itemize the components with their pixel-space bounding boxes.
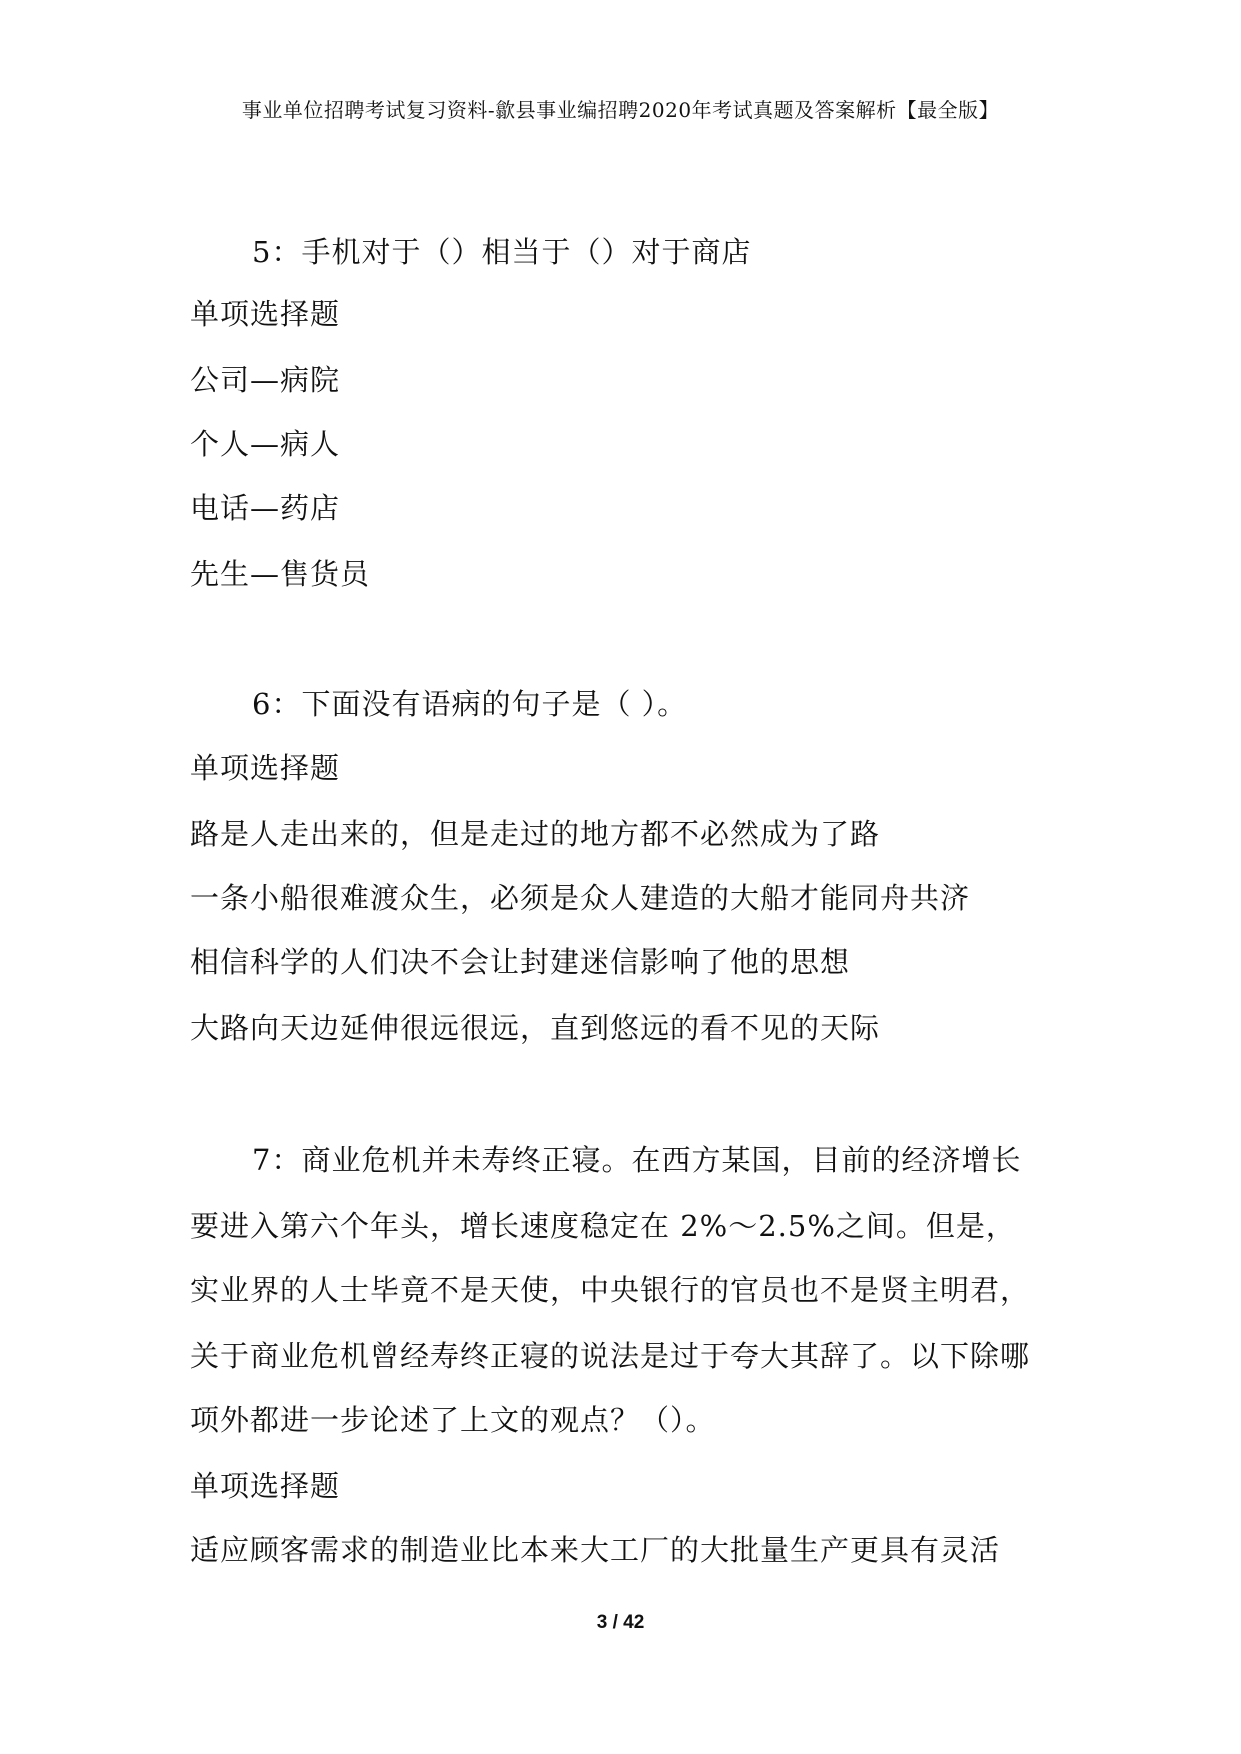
question-5-option-3: 电话—药店 [190,491,341,525]
question-5-option-1: 公司—病院 [190,363,341,397]
question-5-option-4: 先生—售货员 [190,557,371,591]
question-6-option-4: 大路向天边延伸很远很远，直到悠远的看不见的天际 [190,1011,881,1045]
question-6-option-3: 相信科学的人们决不会让封建迷信影响了他的思想 [190,945,851,979]
question-7-stem-line-3: 实业界的人士毕竟不是天使，中央银行的官员也不是贤主明君， [190,1273,1031,1307]
document-header: 事业单位招聘考试复习资料-歙县事业编招聘2020年考试真题及答案解析【最全版】 [241,98,1000,122]
question-7-stem-line-5: 项外都进一步论述了上文的观点？（）。 [190,1403,716,1437]
question-7-stem-line-2: 要进入第六个年头，增长速度稳定在 2%～2.5%之间。但是， [190,1209,1016,1243]
question-5-stem: 5：手机对于（）相当于（）对于商店 [252,235,752,269]
question-7-type: 单项选择题 [190,1469,341,1503]
question-6-option-1: 路是人走出来的，但是走过的地方都不必然成为了路 [190,817,881,851]
question-5-option-2: 个人—病人 [190,427,341,461]
question-5-type: 单项选择题 [190,297,341,331]
question-7-option-1: 适应顾客需求的制造业比本来大工厂的大批量生产更具有灵活 [190,1533,1001,1567]
question-7-stem-line-1: 7：商业危机并未寿终正寝。在西方某国，目前的经济增长 [252,1143,1022,1177]
question-7-stem-line-4: 关于商业危机曾经寿终正寝的说法是过于夸大其辞了。以下除哪 [190,1339,1031,1373]
question-6-stem: 6：下面没有语病的句子是（ ）。 [252,687,688,721]
question-6-type: 单项选择题 [190,751,341,785]
question-6-option-2: 一条小船很难渡众生，必须是众人建造的大船才能同舟共济 [190,881,971,915]
page-number: 3 / 42 [596,1612,645,1633]
